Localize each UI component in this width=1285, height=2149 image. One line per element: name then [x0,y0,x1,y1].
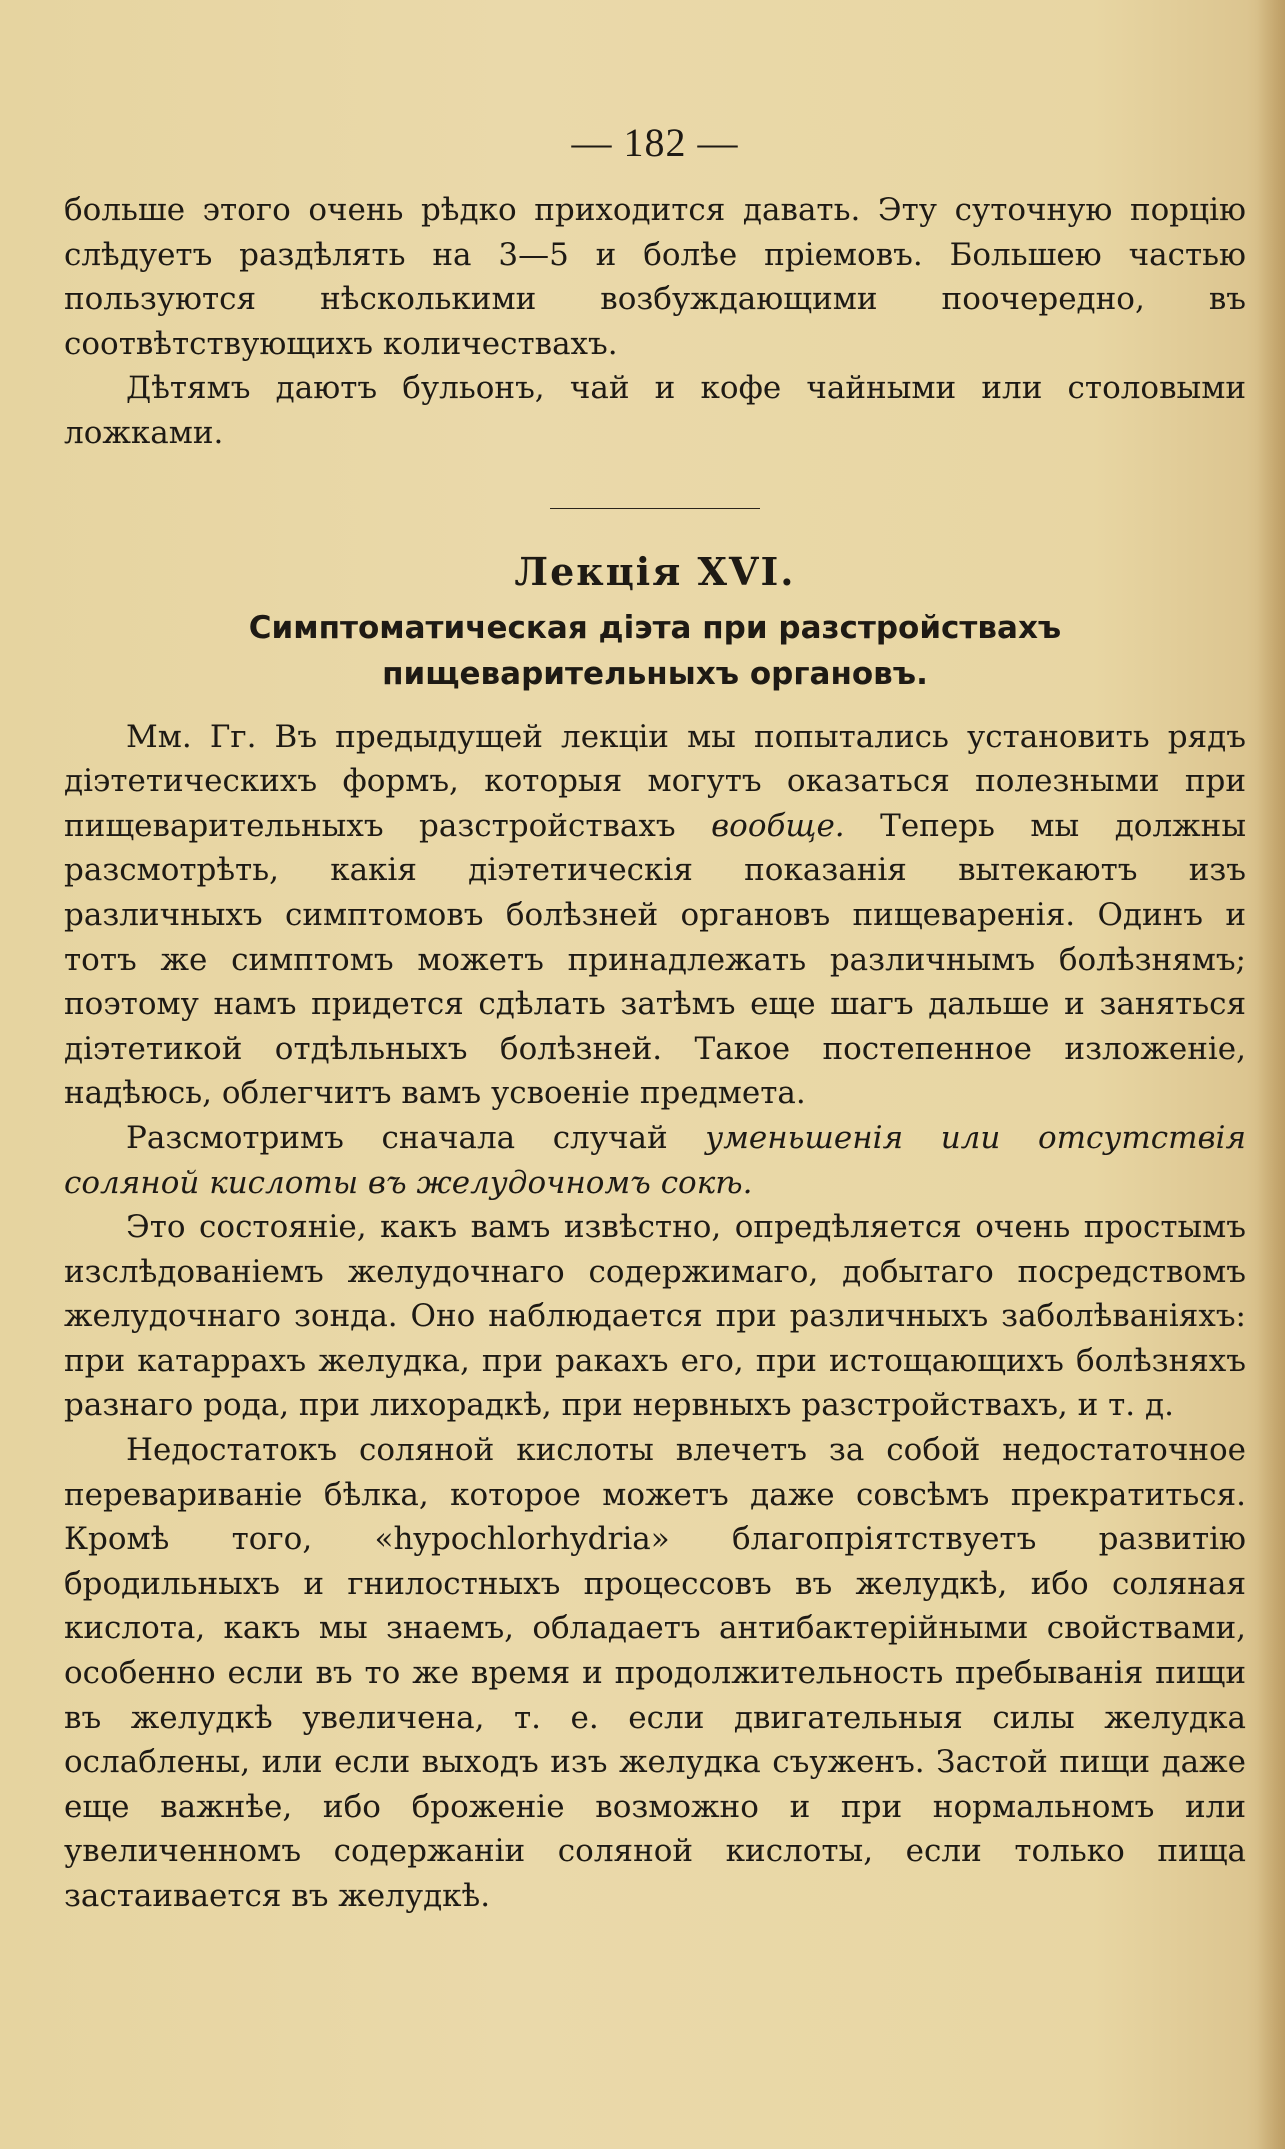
paragraph-condition: Это состояніе, какъ вамъ извѣстно, опредѣляется очень простымъ изслѣдованіемъ желудочнаго содержимаго, добытаго посредствомъ желудочнаго зонда. Оно наблюдается при различныхъ заболѣваніяхъ: при катаррахъ желудка, при ракахъ его, при истощающихъ болѣзняхъ разнаго рода, при лихорадкѣ, при нервныхъ разстройствахъ, и т. д. [64,1209,1246,1424]
page-edge-shadow [1257,0,1285,2149]
section-divider [550,508,760,509]
paragraph-case-text: Разсмотримъ сначала случай [126,1119,706,1156]
emphasis-case: уменьшенія или отсутствія соляной кислоты въ желудочномъ сокѣ. [64,1119,1246,1201]
lecture-subtitle: Симптоматическая діэта при разстройствахъ пищеварительныхъ органовъ. [248,609,1062,692]
emphasis-vobshche: вообще. [711,807,845,844]
paragraph-case [64,1116,1246,1205]
paragraph-continued: больше этого очень рѣдко приходится давать. Эту суточную порцію слѣдуетъ раздѣлять на 3—5 и болѣе пріемовъ. Большею частью пользуются нѣсколькими возбуждающими поочередно, въ соотвѣтствующихъ количествахъ. [64,192,1246,362]
text-block [64,118,1246,1919]
page-number: — 182 — [571,120,739,165]
paragraph-children: Дѣтямъ даютъ бульонъ, чай и кофе чайными или столовыми ложками. [64,370,1246,451]
paragraph-deficiency: Недостатокъ соляной кислоты влечетъ за собой недостаточное перевариваніе бѣлка, которое можетъ даже совсѣмъ прекратиться. Кромѣ того, «hypochlorhydria» благопріятствуетъ развитію бродильныхъ и гнилостныхъ процессовъ въ желудкѣ, ибо соляная кислота, какъ мы знаемъ, обладаетъ антибактерійными свойствами, особенно если въ то же время и продолжительность пребыванія пищи въ желудкѣ увеличена, т. е. если двигательныя силы желудка ослаблены, или если выходъ изъ желудка съуженъ. Застой пищи даже еще важнѣе, ибо броженіе возможно и при нормальномъ или увеличенномъ содержаніи соляной кислоты, если только пища застаивается въ желудкѣ. [64,1432,1246,1914]
lecture-title: Лекція XVI. [514,548,796,594]
paragraph-intro [64,715,1246,1116]
paragraph-intro-text-2: Теперь мы должны разсмотрѣть, какія діэтетическія показанія вытекаютъ изъ различныхъ симптомовъ болѣзней органовъ пищеваренія. Одинъ и тотъ же симптомъ можетъ принадлежать различнымъ болѣзнямъ; поэтому намъ придется сдѣлать затѣмъ еще шагъ дальше и заняться діэтетикой отдѣльныхъ болѣзней. Такое постепенное изложеніе, надѣюсь, облегчитъ вамъ усвоеніе предмета. [64,807,1247,1112]
paragraph-intro-text-1: Мм. Гг. Въ предыдущей лекціи мы попытались установить рядъ діэтетическихъ формъ, которыя могутъ оказаться полезными при пищеварительныхъ разстройствахъ [64,718,1246,844]
